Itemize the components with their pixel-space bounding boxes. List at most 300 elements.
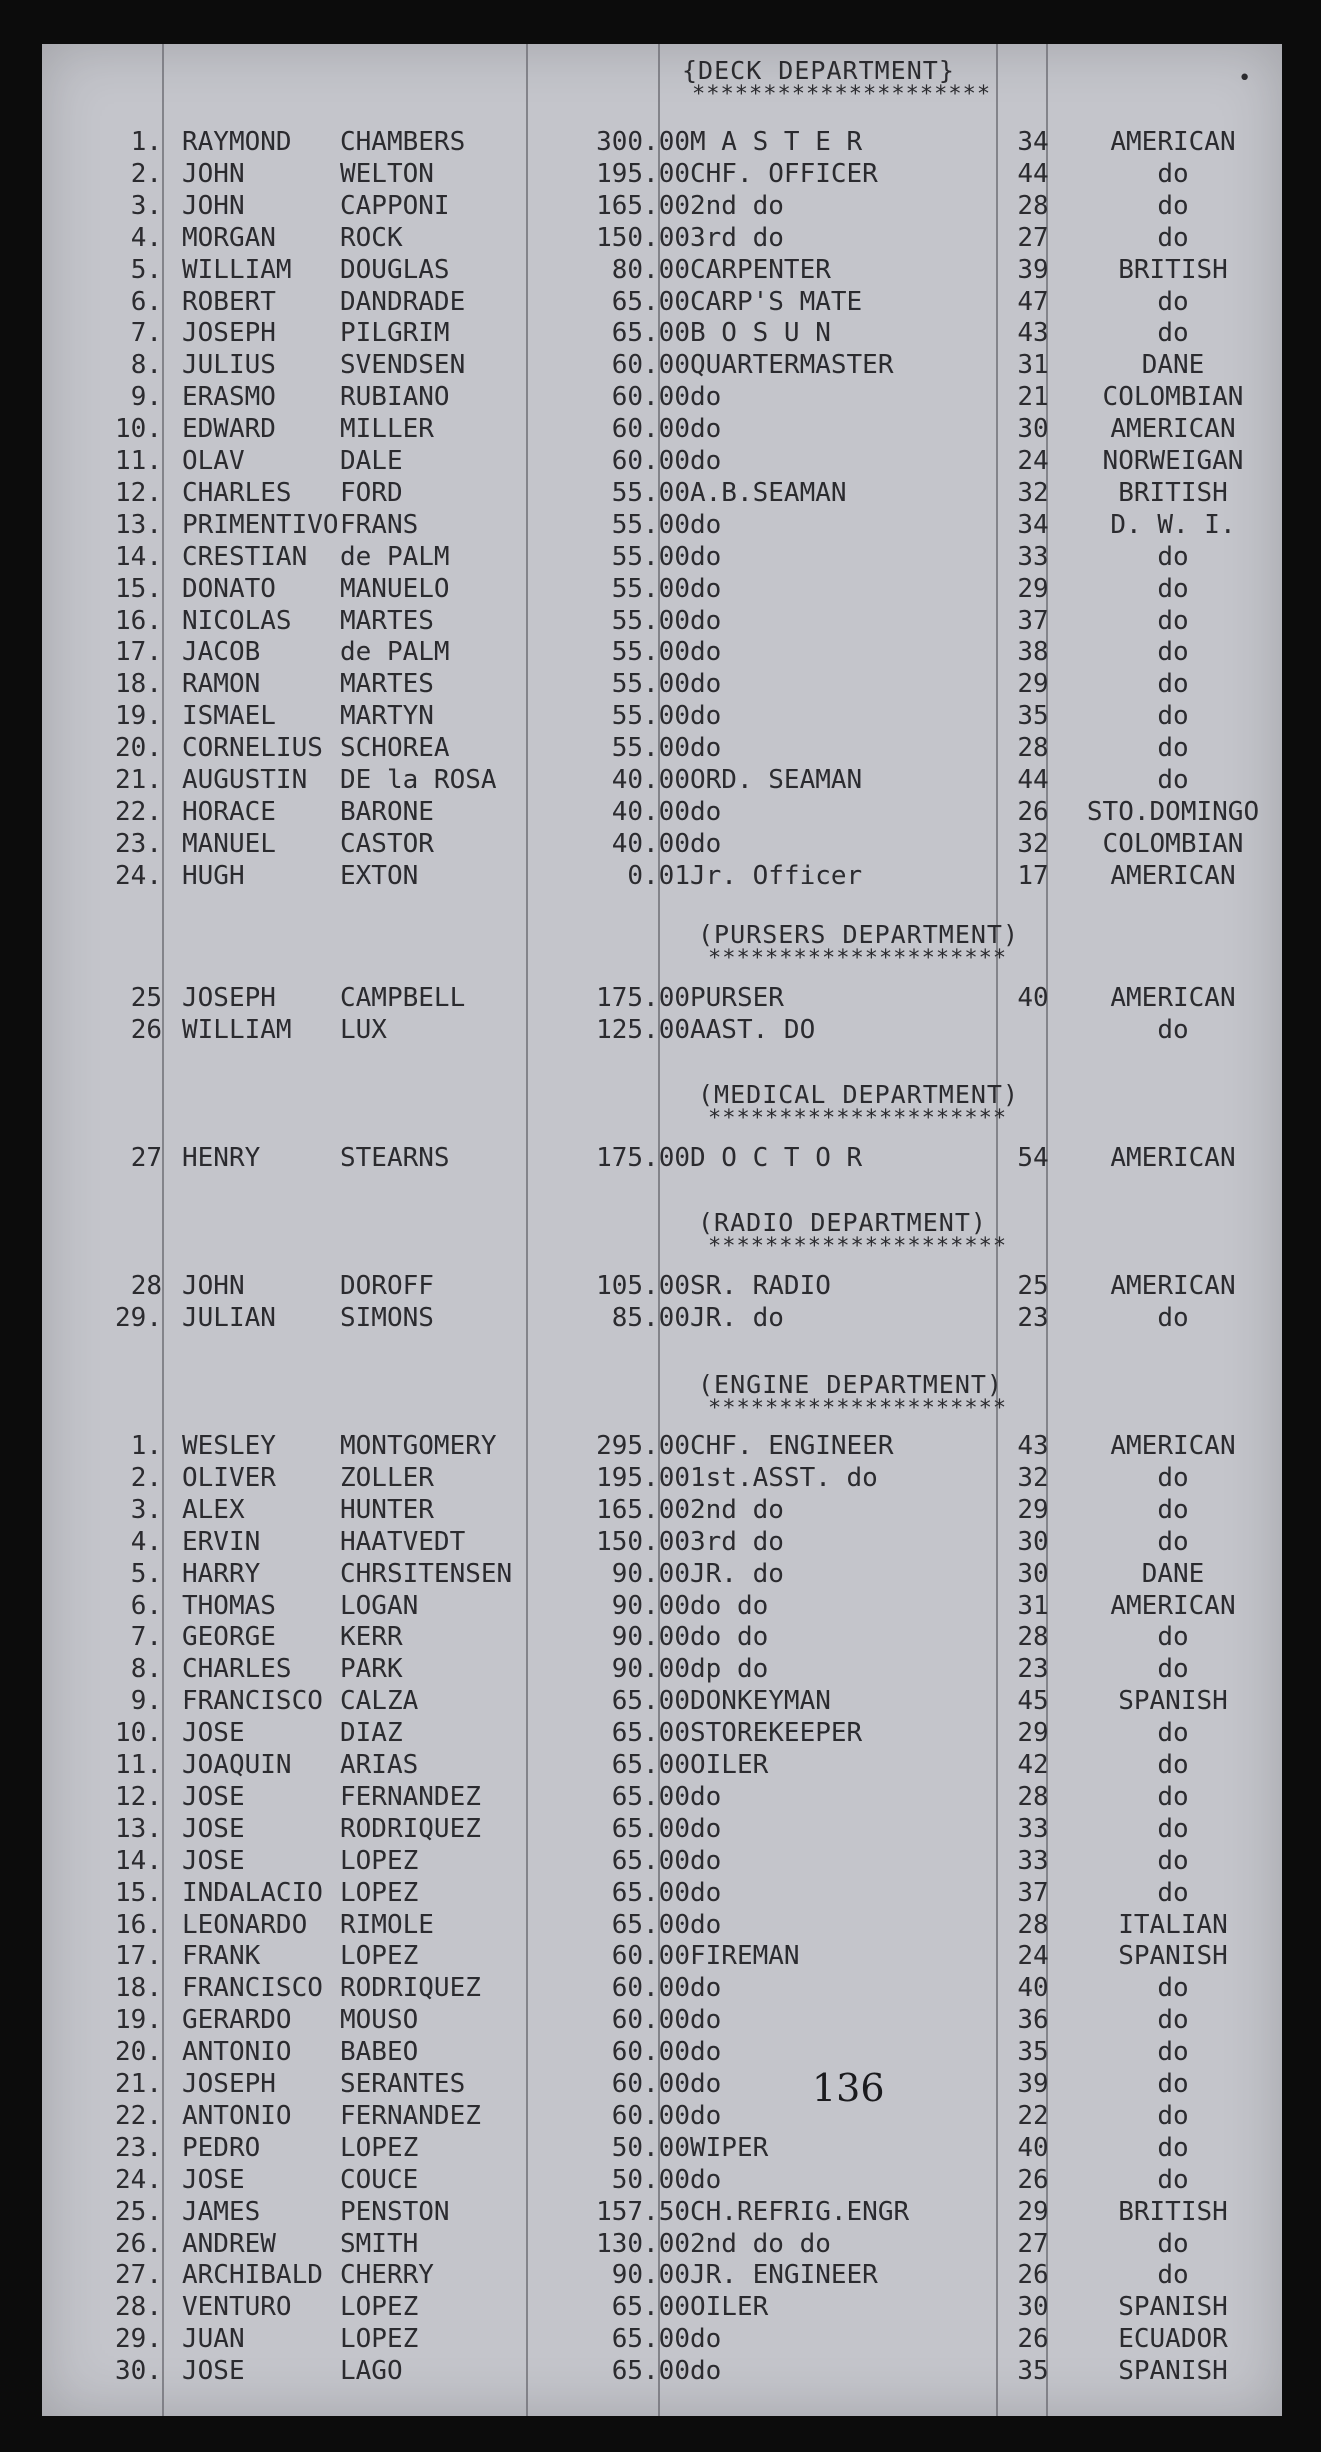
position: FIREMAN <box>690 1941 800 1972</box>
nationality: do <box>1157 637 1189 668</box>
deck-department-heading: {DECK DEPARTMENT} <box>682 56 955 85</box>
age: 31 <box>1017 1590 1049 1621</box>
age: 25 <box>1017 1271 1049 1301</box>
row-number: 13. <box>115 1813 162 1844</box>
nationality: do <box>1157 318 1189 349</box>
last-name: DE la ROSA <box>340 765 497 795</box>
age: 37 <box>1017 605 1049 636</box>
first-name: ANTONIO <box>182 2100 292 2131</box>
nationality: AMERICAN <box>1110 414 1236 445</box>
row-number: 8. <box>130 350 162 381</box>
wage: 65.00 <box>611 1845 690 1876</box>
wage: 65.00 <box>611 1750 690 1780</box>
first-name: NICOLAS <box>182 605 292 636</box>
row-number: 4. <box>130 1526 162 1557</box>
age: 22 <box>1017 2100 1049 2131</box>
row-number: 26. <box>115 2228 162 2259</box>
age: 17 <box>1017 860 1049 891</box>
last-name: CASTOR <box>340 828 434 859</box>
wage: 130.00 <box>596 2228 690 2259</box>
position: JR. do <box>690 1558 784 1589</box>
crew-row <box>42 541 1282 573</box>
first-name: JOSEPH <box>182 318 276 349</box>
first-name: JOHN <box>182 158 245 189</box>
crew-row <box>42 732 1282 764</box>
last-name: CALZA <box>340 1686 419 1717</box>
nationality: COLOMBIAN <box>1102 828 1244 859</box>
row-number: 27 <box>130 1143 162 1173</box>
last-name: DOROFF <box>340 1271 434 1301</box>
crew-row <box>42 1270 1282 1302</box>
first-name: JOSE <box>182 1813 245 1844</box>
row-number: 6. <box>130 286 162 317</box>
row-number: 2. <box>130 1462 162 1493</box>
position: CHF. ENGINEER <box>690 1431 894 1461</box>
wage: 65.00 <box>611 2356 690 2387</box>
first-name: JOAQUIN <box>182 1750 292 1780</box>
first-name: CHARLES <box>182 1654 292 1685</box>
position: do do <box>690 1622 769 1653</box>
first-name: HENRY <box>182 1143 261 1173</box>
nationality: SPANISH <box>1118 2356 1228 2387</box>
wage: 165.00 <box>596 1494 690 1525</box>
position: do do <box>690 1590 769 1621</box>
crew-row <box>42 1621 1282 1653</box>
crew-row <box>42 1749 1282 1781</box>
wage: 195.00 <box>596 1462 690 1493</box>
wage: 60.00 <box>611 382 690 413</box>
nationality: do <box>1157 2005 1189 2036</box>
last-name: LOGAN <box>340 1590 419 1621</box>
wage: 55.00 <box>611 637 690 668</box>
last-name: MARTES <box>340 605 434 636</box>
first-name: LEONARDO <box>182 1909 308 1940</box>
position: CH.REFRIG.ENGR <box>690 2196 910 2227</box>
first-name: VENTURO <box>182 2292 292 2323</box>
crew-row <box>42 254 1282 286</box>
age: 40 <box>1017 2132 1049 2163</box>
row-number: 10. <box>115 1718 162 1749</box>
first-name: OLIVER <box>182 1462 276 1493</box>
position: do <box>690 733 722 764</box>
first-name: ARCHIBALD <box>182 2260 323 2291</box>
age: 26 <box>1017 2164 1049 2195</box>
nationality: AMERICAN <box>1110 1590 1236 1621</box>
last-name: LUX <box>340 1014 387 1045</box>
wage: 65.00 <box>611 1718 690 1749</box>
row-number: 1. <box>130 127 162 157</box>
row-number: 10. <box>115 414 162 445</box>
last-name: LOPEZ <box>340 1845 419 1876</box>
age: 28 <box>1017 1622 1049 1653</box>
row-number: 24. <box>115 860 162 891</box>
row-number: 18. <box>115 1973 162 2004</box>
crew-row <box>42 2228 1282 2260</box>
nationality: SPANISH <box>1118 2292 1228 2323</box>
row-number: 26 <box>130 1014 162 1045</box>
wage: 40.00 <box>611 828 690 859</box>
age: 34 <box>1017 509 1049 540</box>
crew-row <box>42 764 1282 796</box>
crew-row <box>42 636 1282 668</box>
last-name: de PALM <box>340 637 450 668</box>
position: 3rd do <box>690 1526 784 1557</box>
last-name: PENSTON <box>340 2196 450 2227</box>
nationality: do <box>1157 573 1189 604</box>
row-number: 20. <box>115 733 162 764</box>
wage: 105.00 <box>596 1271 690 1301</box>
age: 33 <box>1017 1813 1049 1844</box>
first-name: JOSEPH <box>182 983 276 1013</box>
wage: 55.00 <box>611 605 690 636</box>
crew-row <box>42 1940 1282 1972</box>
crew-row <box>42 1685 1282 1717</box>
row-number: 19. <box>115 701 162 732</box>
crew-row <box>42 2259 1282 2291</box>
wage: 55.00 <box>611 541 690 572</box>
position: do <box>690 1845 722 1876</box>
last-name: EXTON <box>340 860 419 891</box>
wage: 65.00 <box>611 1909 690 1940</box>
row-number: 22. <box>115 796 162 827</box>
crew-row <box>42 1014 1282 1046</box>
first-name: THOMAS <box>182 1590 276 1621</box>
position: do <box>690 414 722 445</box>
crew-row <box>42 1813 1282 1845</box>
last-name: CHAMBERS <box>340 127 466 157</box>
first-name: WILLIAM <box>182 1014 292 1045</box>
wage: 60.00 <box>611 2100 690 2131</box>
wage: 90.00 <box>611 2260 690 2291</box>
last-name: DIAZ <box>340 1718 403 1749</box>
crew-row <box>42 1526 1282 1558</box>
last-name: HUNTER <box>340 1494 434 1525</box>
age: 32 <box>1017 828 1049 859</box>
nationality: BRITISH <box>1118 477 1228 508</box>
last-name: KERR <box>340 1622 403 1653</box>
crew-row <box>42 286 1282 318</box>
last-name: HAATVEDT <box>340 1526 466 1557</box>
first-name: JULIAN <box>182 1302 276 1333</box>
first-name: WESLEY <box>182 1431 276 1461</box>
row-number: 12. <box>115 477 162 508</box>
wage: 50.00 <box>611 2164 690 2195</box>
position: QUARTERMASTER <box>690 350 894 381</box>
radio-department-heading: (RADIO DEPARTMENT) <box>698 1208 987 1237</box>
row-number: 3. <box>130 190 162 221</box>
crew-row <box>42 1590 1282 1622</box>
position: 1st.ASST. do <box>690 1462 878 1493</box>
nationality: DANE <box>1141 1558 1205 1589</box>
last-name: SERANTES <box>340 2069 466 2099</box>
crew-row <box>42 477 1282 509</box>
position: WIPER <box>690 2132 769 2163</box>
nationality: do <box>1157 1462 1189 1493</box>
first-name: ROBERT <box>182 286 276 317</box>
position: do <box>690 446 722 476</box>
crew-row <box>42 190 1282 222</box>
wage: 55.00 <box>611 573 690 604</box>
crew-row <box>42 222 1282 254</box>
row-number: 28 <box>130 1271 162 1301</box>
crew-row <box>42 2164 1282 2196</box>
first-name: JACOB <box>182 637 261 668</box>
heading-underline: ********************* <box>708 1396 1008 1421</box>
first-name: ERVIN <box>182 1526 261 1557</box>
wage: 165.00 <box>596 190 690 221</box>
row-number: 11. <box>115 1750 162 1780</box>
first-name: JOHN <box>182 1271 245 1301</box>
wage: 55.00 <box>611 509 690 540</box>
wage: 175.00 <box>596 1143 690 1173</box>
position: do <box>690 2100 722 2131</box>
age: 44 <box>1017 158 1049 189</box>
last-name: de PALM <box>340 541 450 572</box>
crew-row <box>42 445 1282 477</box>
row-number: 17. <box>115 637 162 668</box>
position: AAST. DO <box>690 1014 816 1045</box>
position: do <box>690 2069 722 2099</box>
row-number: 22. <box>115 2100 162 2131</box>
crew-row <box>42 1462 1282 1494</box>
engine-department-heading: (ENGINE DEPARTMENT) <box>698 1370 1003 1399</box>
last-name: SCHOREA <box>340 733 450 764</box>
last-name: LAGO <box>340 2356 403 2387</box>
last-name: MARTYN <box>340 701 434 732</box>
nationality: BRITISH <box>1118 2196 1228 2227</box>
corner-mark: • <box>1238 66 1252 91</box>
wage: 40.00 <box>611 765 690 795</box>
first-name: ALEX <box>182 1494 245 1525</box>
age: 36 <box>1017 2005 1049 2036</box>
crew-row <box>42 1972 1282 2004</box>
nationality: AMERICAN <box>1110 860 1236 891</box>
nationality: do <box>1157 158 1189 189</box>
first-name: RAYMOND <box>182 127 292 157</box>
crew-row <box>42 700 1282 732</box>
first-name: JULIUS <box>182 350 276 381</box>
row-number: 23. <box>115 2132 162 2163</box>
first-name: JOSE <box>182 1781 245 1812</box>
row-number: 15. <box>115 573 162 604</box>
age: 29 <box>1017 1718 1049 1749</box>
position: do <box>690 701 722 732</box>
wage: 60.00 <box>611 1941 690 1972</box>
age: 37 <box>1017 1877 1049 1908</box>
age: 54 <box>1017 1143 1049 1173</box>
age: 31 <box>1017 350 1049 381</box>
first-name: FRANCISCO <box>182 1973 323 2004</box>
nationality: SPANISH <box>1118 1686 1228 1717</box>
last-name: CHRSITENSEN <box>340 1558 513 1589</box>
wage: 0.01 <box>627 860 690 891</box>
nationality: do <box>1157 1781 1189 1812</box>
nationality: do <box>1157 1718 1189 1749</box>
position: do <box>690 669 722 700</box>
row-number: 25 <box>130 983 162 1013</box>
row-number: 8. <box>130 1654 162 1685</box>
crew-row <box>42 381 1282 413</box>
age: 29 <box>1017 1494 1049 1525</box>
row-number: 21. <box>115 2069 162 2099</box>
row-number: 3. <box>130 1494 162 1525</box>
first-name: GERARDO <box>182 2005 292 2036</box>
crew-row <box>42 2355 1282 2387</box>
crew-row <box>42 1877 1282 1909</box>
nationality: ITALIAN <box>1118 1909 1228 1940</box>
age: 35 <box>1017 701 1049 732</box>
wage: 40.00 <box>611 796 690 827</box>
crew-row <box>42 1717 1282 1749</box>
age: 28 <box>1017 1781 1049 1812</box>
position: 2nd do do <box>690 2228 831 2259</box>
nationality: do <box>1157 1526 1189 1557</box>
first-name: HUGH <box>182 860 245 891</box>
age: 35 <box>1017 2037 1049 2068</box>
crew-row <box>42 126 1282 158</box>
nationality: do <box>1157 701 1189 732</box>
age: 40 <box>1017 1973 1049 2004</box>
age: 35 <box>1017 2356 1049 2387</box>
position: DONKEYMAN <box>690 1686 831 1717</box>
last-name: LOPEZ <box>340 2324 419 2355</box>
first-name: PEDRO <box>182 2132 261 2163</box>
nationality: AMERICAN <box>1110 1271 1236 1301</box>
crew-row <box>42 1558 1282 1590</box>
crew-row <box>42 509 1282 541</box>
wage: 175.00 <box>596 983 690 1013</box>
heading-underline: ********************* <box>708 946 1008 971</box>
crew-row <box>42 2291 1282 2323</box>
row-number: 9. <box>130 1686 162 1717</box>
age: 40 <box>1017 983 1049 1013</box>
crew-row <box>42 1430 1282 1462</box>
nationality: ECUADOR <box>1118 2324 1228 2355</box>
crew-row <box>42 2196 1282 2228</box>
age: 39 <box>1017 2069 1049 2099</box>
wage: 60.00 <box>611 350 690 381</box>
row-number: 23. <box>115 828 162 859</box>
nationality: do <box>1157 286 1189 317</box>
position: do <box>690 1973 722 2004</box>
position: 3rd do <box>690 222 784 253</box>
age: 21 <box>1017 382 1049 413</box>
last-name: MARTES <box>340 669 434 700</box>
pursers-department-heading: (PURSERS DEPARTMENT) <box>698 920 1020 949</box>
position: CHF. OFFICER <box>690 158 878 189</box>
last-name: WELTON <box>340 158 434 189</box>
first-name: CORNELIUS <box>182 733 323 764</box>
wage: 60.00 <box>611 414 690 445</box>
last-name: RIMOLE <box>340 1909 434 1940</box>
age: 43 <box>1017 1431 1049 1461</box>
crew-row <box>42 2132 1282 2164</box>
last-name: SVENDSEN <box>340 350 466 381</box>
wage: 55.00 <box>611 477 690 508</box>
age: 34 <box>1017 127 1049 157</box>
age: 33 <box>1017 1845 1049 1876</box>
crew-row <box>42 982 1282 1014</box>
age: 26 <box>1017 2324 1049 2355</box>
crew-row <box>42 796 1282 828</box>
age: 26 <box>1017 2260 1049 2291</box>
crew-row <box>42 2004 1282 2036</box>
row-number: 15. <box>115 1877 162 1908</box>
age: 33 <box>1017 541 1049 572</box>
nationality: do <box>1157 1494 1189 1525</box>
crew-row <box>42 349 1282 381</box>
wage: 90.00 <box>611 1558 690 1589</box>
wage: 125.00 <box>596 1014 690 1045</box>
first-name: CHARLES <box>182 477 292 508</box>
nationality: do <box>1157 1750 1189 1780</box>
nationality: do <box>1157 733 1189 764</box>
position: B O S U N <box>690 318 831 349</box>
age: 44 <box>1017 765 1049 795</box>
wage: 65.00 <box>611 1813 690 1844</box>
age: 28 <box>1017 190 1049 221</box>
wage: 55.00 <box>611 669 690 700</box>
crew-row <box>42 828 1282 860</box>
last-name: DALE <box>340 446 403 476</box>
last-name: STEARNS <box>340 1143 450 1173</box>
wage: 50.00 <box>611 2132 690 2163</box>
heading-underline: ********************* <box>708 1106 1008 1131</box>
first-name: JOSE <box>182 2164 245 2195</box>
position: JR. ENGINEER <box>690 2260 878 2291</box>
first-name: HORACE <box>182 796 276 827</box>
nationality: do <box>1157 1654 1189 1685</box>
first-name: MANUEL <box>182 828 276 859</box>
wage: 65.00 <box>611 1877 690 1908</box>
row-number: 5. <box>130 254 162 285</box>
age: 32 <box>1017 1462 1049 1493</box>
age: 28 <box>1017 1909 1049 1940</box>
crew-row <box>42 668 1282 700</box>
position: OILER <box>690 1750 769 1780</box>
last-name: RODRIQUEZ <box>340 1973 481 2004</box>
wage: 150.00 <box>596 222 690 253</box>
first-name: PRIMENTIVO <box>182 509 339 540</box>
row-number: 5. <box>130 1558 162 1589</box>
row-number: 25. <box>115 2196 162 2227</box>
age: 23 <box>1017 1302 1049 1333</box>
first-name: WILLIAM <box>182 254 292 285</box>
age: 32 <box>1017 477 1049 508</box>
row-number: 12. <box>115 1781 162 1812</box>
position: do <box>690 2005 722 2036</box>
crew-list-page <box>42 44 1282 2416</box>
age: 42 <box>1017 1750 1049 1780</box>
last-name: BABEO <box>340 2037 419 2068</box>
last-name: MANUELO <box>340 573 450 604</box>
position: STOREKEEPER <box>690 1718 863 1749</box>
row-number: 1. <box>130 1431 162 1461</box>
position: do <box>690 2324 722 2355</box>
nationality: do <box>1157 2069 1189 2099</box>
position: PURSER <box>690 983 784 1013</box>
last-name: LOPEZ <box>340 1877 419 1908</box>
position: do <box>690 1877 722 1908</box>
age: 29 <box>1017 573 1049 604</box>
row-number: 29. <box>115 1302 162 1333</box>
wage: 90.00 <box>611 1622 690 1653</box>
wage: 60.00 <box>611 2069 690 2099</box>
age: 30 <box>1017 1526 1049 1557</box>
position: CARPENTER <box>690 254 831 285</box>
row-number: 21. <box>115 765 162 795</box>
first-name: MORGAN <box>182 222 276 253</box>
